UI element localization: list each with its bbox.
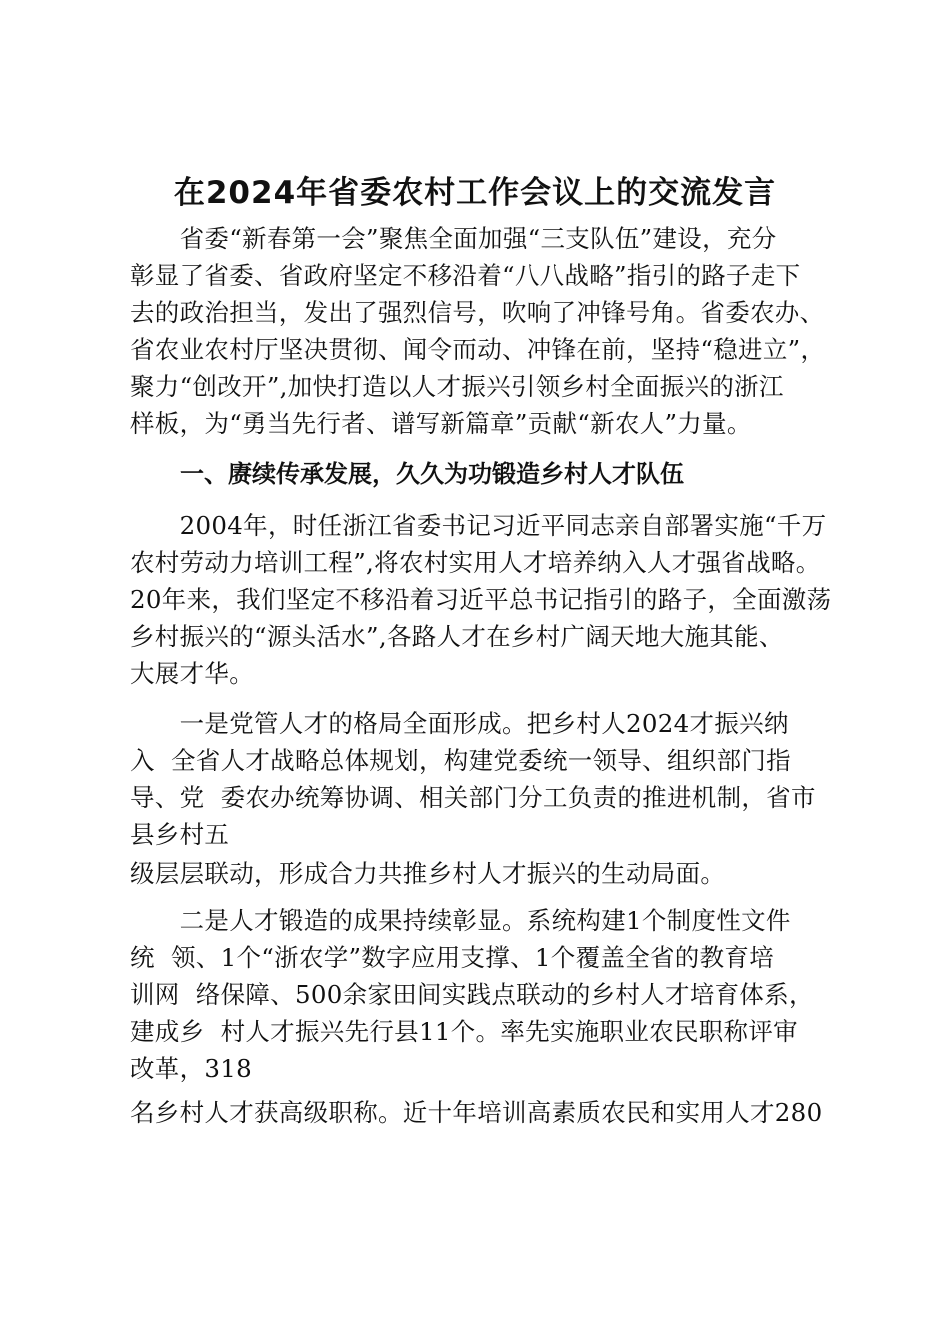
- paragraph-line: 2004年，时任浙江省委书记习近平同志亲自部署实施“千万: [130, 511, 827, 540]
- intro-line: 聚力“创改开”,加快打造以人才振兴引领乡村全面振兴的浙江: [130, 372, 784, 401]
- paragraph-line: 入 全省人才战略总体规划，构建党委统一领导、组织部门指: [130, 746, 791, 775]
- intro-line: 去的政治担当，发出了强烈信号，吹响了冲锋号角。省委农办、: [130, 298, 825, 327]
- paragraph-line: 导、党 委农办统筹协调、相关部门分工负责的推进机制，省市: [130, 783, 816, 812]
- paragraph-line: 一是党管人才的格局全面形成。把乡村人2024才振兴纳: [130, 709, 789, 738]
- section-heading: 一、赓续传承发展，久久为功锻造乡村人才队伍: [180, 460, 684, 488]
- paragraph-line: 乡村振兴的“源头活水”,各路人才在乡村广阔天地大施其能、: [130, 622, 784, 651]
- paragraph-line: 改革，318: [130, 1054, 253, 1083]
- paragraph-line: 20年来，我们坚定不移沿着习近平总书记指引的路子，全面激荡: [130, 585, 832, 614]
- paragraph-line: 二是人才锻造的成果持续彰显。系统构建1个制度性文件: [130, 906, 791, 935]
- paragraph-line: 名乡村人才获高级职称。近十年培训高素质农民和实用人才280: [130, 1098, 823, 1127]
- paragraph-line: 训网 络保障、500余家田间实践点联动的乡村人才培育体系，: [130, 980, 814, 1009]
- intro-line: 样板，为“勇当先行者、谱写新篇章”贡献“新农人”力量。: [130, 409, 752, 438]
- paragraph-line: 农村劳动力培训工程”,将农村实用人才培养纳入人才强省战略。: [130, 548, 821, 577]
- paragraph-line: 大展才华。: [130, 659, 254, 688]
- paragraph-line: 县乡村五: [130, 820, 230, 849]
- document-title: 在2024年省委农村工作会议上的交流发言: [173, 175, 777, 211]
- paragraph-line: 统 领、1个“浙农学”数字应用支撑、1个覆盖全省的教育培: [130, 943, 774, 972]
- intro-line: 省委“新春第一会”聚焦全面加强“三支队伍”建设，充分: [130, 224, 777, 253]
- paragraph-line: 级层层联动，形成合力共推乡村人才振兴的生动局面。: [130, 859, 726, 888]
- intro-line: 彰显了省委、省政府坚定不移沿着“八八战略”指引的路子走下: [130, 261, 801, 290]
- intro-line: 省农业农村厅坚决贯彻、闻令而动、冲锋在前，坚持“稳进立”，: [130, 335, 826, 364]
- paragraph-line: 建成乡 村人才振兴先行县11个。率先实施职业农民职称评审: [130, 1017, 798, 1046]
